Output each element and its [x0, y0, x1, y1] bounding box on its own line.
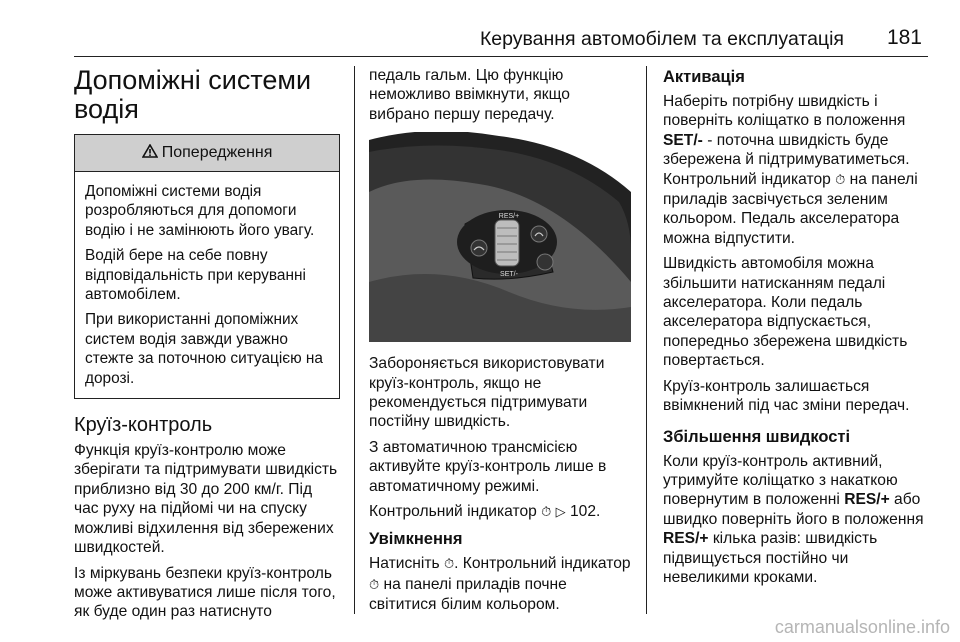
- steering-wheel-figure: [369, 132, 631, 342]
- key-label-res: RES/+: [844, 491, 890, 509]
- text-run: Наберіть потрібну швидкість і поверніть коліщатко в положення: [663, 93, 906, 130]
- text-run: або швидко поверніть його в положення: [663, 491, 924, 528]
- indicator-text: Контрольний індикатор: [369, 503, 537, 521]
- text-run: Коли круїз-контроль активний, утримуйте коліщатко з накаткою повернутим в положенні: [663, 452, 898, 509]
- paragraph: Круїз-контроль залишається ввімкнений під час зміни передач.: [663, 377, 910, 415]
- column-left: [74, 65, 340, 621]
- paragraph: педаль гальм. Цю функцію неможливо ввімкнути, якщо вибрано першу передачу.: [369, 67, 570, 123]
- paragraph: [663, 452, 934, 588]
- set-label: SET/-: [500, 271, 518, 279]
- cruise-control-icon: ⏱: [541, 505, 552, 521]
- watermark: carmanualsonline.info: [774, 617, 950, 637]
- paragraph: Із міркувань безпеки круїз-контроль може активуватися лише після того, як буде один раз натиснуто: [74, 564, 336, 621]
- page-reference: 102.: [569, 503, 601, 521]
- warning-box: [74, 134, 340, 399]
- column-middle: [354, 66, 632, 614]
- paragraph: [663, 92, 934, 248]
- section-title-switch-on: Увімкнення: [369, 530, 463, 549]
- text-run: кілька разів: швидкість підвищується постійно чи невеликими кроками.: [663, 530, 878, 586]
- warning-paragraph: Допоміжні системи водія розробляються для допомоги водію і не замінюють його увагу.: [85, 183, 315, 239]
- warning-body: [75, 172, 339, 398]
- page-reference-arrow-icon: ▷: [555, 505, 566, 521]
- warning-title: Попередження: [161, 144, 273, 161]
- paragraph: Швидкість автомобіля можна збільшити натисканням педалі акселератора. Коли педаль акселератора відпускається, попередньо збережена швидкість повертається.: [663, 255, 908, 370]
- key-label-res: RES/+: [663, 530, 709, 548]
- warning-triangle-icon: [142, 144, 162, 161]
- text-run: . Контрольний індикатор: [454, 555, 631, 573]
- cruise-control-icon: ⏱: [443, 557, 455, 573]
- text-run: - поточна швидкість буде збережена й підтримуватиметься. Контрольний індикатор: [663, 131, 910, 188]
- cruise-control-icon: ⏱: [835, 172, 846, 188]
- paragraph: Функція круїз-контролю може зберігати та підтримувати швидкість приблизно від 30 до 200 км/г. Під час руху на підйомі чи на спуску можливі відхилення від збережених швидкостей.: [74, 442, 338, 557]
- section-title-cruise-control: Круїз-контроль: [74, 414, 213, 437]
- page-number: 181: [886, 26, 922, 49]
- cruise-control-icon: ⏱: [369, 577, 380, 593]
- paragraph: Забороняється використовувати круїз-контроль, якщо не рекомендується підтримувати постійну швидкість.: [369, 355, 605, 431]
- res-label: RES/+: [498, 213, 520, 221]
- page-header: [74, 22, 928, 57]
- warning-header: [75, 135, 339, 172]
- column-right: [646, 66, 934, 614]
- section-title-increase-speed: Збільшення швидкості: [663, 427, 851, 446]
- paragraph: [369, 554, 632, 614]
- section-title-activation: Активація: [663, 68, 745, 86]
- key-label-set: SET/-: [663, 131, 703, 149]
- text-run: Натисніть: [369, 555, 440, 573]
- text-run: на панелі приладів почне світитися білим кольором.: [369, 575, 567, 614]
- warning-paragraph: Водій бере на себе повну відповідальність при керуванні автомобілем.: [85, 247, 306, 304]
- header-title: Керування автомобілем та експлуатація: [479, 28, 844, 50]
- section-heading-driver-assist: Допоміжні системи водія: [74, 65, 312, 124]
- warning-paragraph: При використанні допоміжних систем водія завжди уважно стежте за поточною ситуацією на дорозі.: [85, 311, 323, 387]
- paragraph: З автоматичною трансмісією активуйте круїз-контроль лише в автоматичному режимі.: [369, 438, 607, 495]
- text-run: на панелі приладів засвічується зеленим кольором. Педаль акселератора можна відпустити.: [663, 170, 918, 247]
- indicator-reference: [369, 502, 632, 522]
